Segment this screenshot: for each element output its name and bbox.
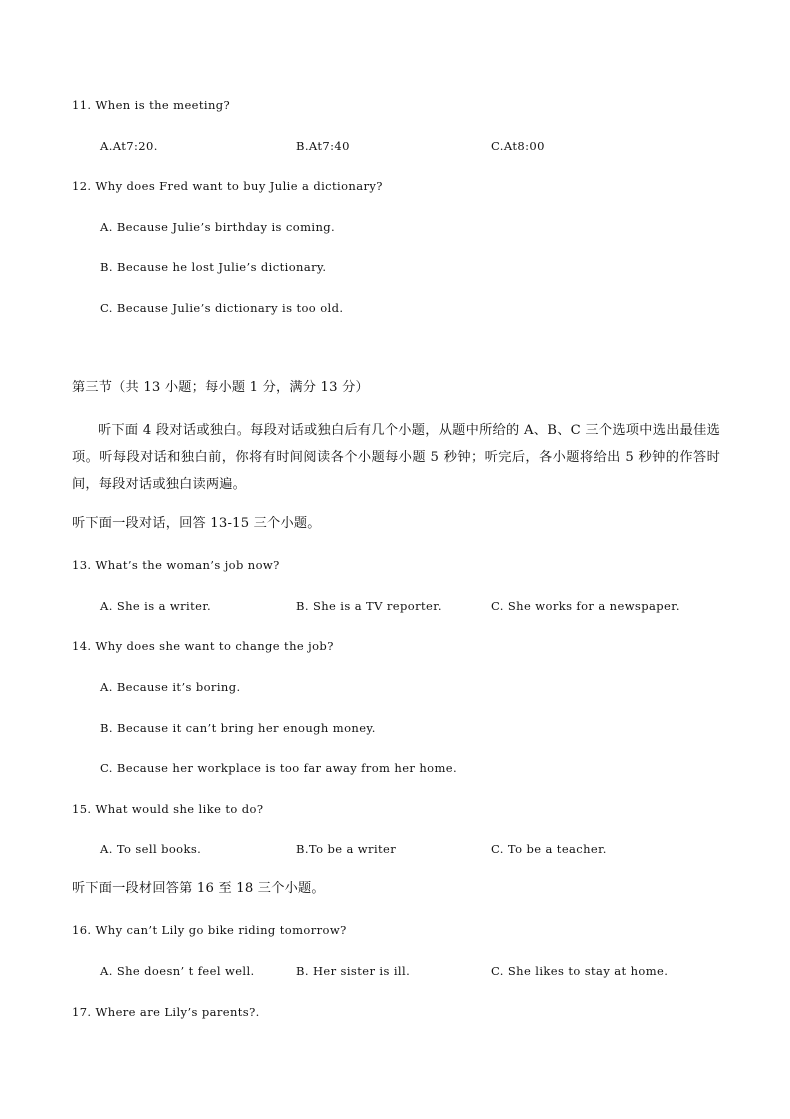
section-3-heading: 第三节（共 13 小题；每小题 1 分，满分 13 分）	[72, 380, 369, 395]
question-12-option-c: C. Because Julie’s dictionary is too old.	[100, 301, 344, 315]
question-15-stem: 15. What would she like to do?	[72, 802, 264, 816]
question-14-option-c: C. Because her workplace is too far away from her home.	[100, 761, 458, 775]
question-11-stem: 11. When is the meeting?	[72, 98, 231, 112]
question-15-option-b: B.To be a writer	[296, 842, 397, 856]
question-16-stem: 16. Why can’t Lily go bike riding tomorrow?	[72, 923, 347, 937]
question-12-option-b: B. Because he lost Julie’s dictionary.	[100, 260, 327, 274]
question-12-stem: 12. Why does Fred want to buy Julie a dictionary?	[72, 179, 383, 193]
question-14-stem: 14. Why does she want to change the job?	[72, 639, 334, 653]
question-13-option-b: B. She is a TV reporter.	[296, 599, 442, 613]
question-16-option-b: B. Her sister is ill.	[296, 964, 411, 978]
section-3-instructions: 听下面 4 段对话或独白。每段对话或独白后有几个小题，从题中所给的 A、B、C 三个选项中选出最佳选项。听每段对话和独白前，你将有时间阅读各个小题每小题 5 秒钟；听完后，各小题将给出 5 秒钟的作答时间，每段对话或独白读两遍。	[72, 423, 720, 492]
question-16-option-c: C. She likes to stay at home.	[491, 964, 669, 978]
question-13-stem: 13. What’s the woman’s job now?	[72, 558, 280, 572]
question-17-stem: 17. Where are Lily’s parents?.	[72, 1005, 260, 1019]
question-11-option-c: C.At8:00	[491, 139, 545, 153]
group-2-intro: 听下面一段材回答第 16 至 18 三个小题。	[72, 881, 325, 896]
question-12-option-a: A. Because Julie’s birthday is coming.	[100, 220, 336, 234]
question-15-option-c: C. To be a teacher.	[491, 842, 607, 856]
question-13-option-c: C. She works for a newspaper.	[491, 599, 680, 613]
question-11-option-b: B.At7:40	[296, 139, 350, 153]
question-14-option-a: A. Because it’s boring.	[100, 680, 241, 694]
question-16-option-a: A. She doesn’ t feel well.	[100, 964, 255, 978]
question-13-option-a: A. She is a writer.	[100, 599, 212, 613]
question-14-option-b: B. Because it can’t bring her enough money.	[100, 721, 376, 735]
question-15-option-a: A. To sell books.	[100, 842, 202, 856]
group-1-intro: 听下面一段对话，回答 13-15 三个小题。	[72, 516, 321, 531]
question-11-option-a: A.At7:20.	[100, 139, 158, 153]
